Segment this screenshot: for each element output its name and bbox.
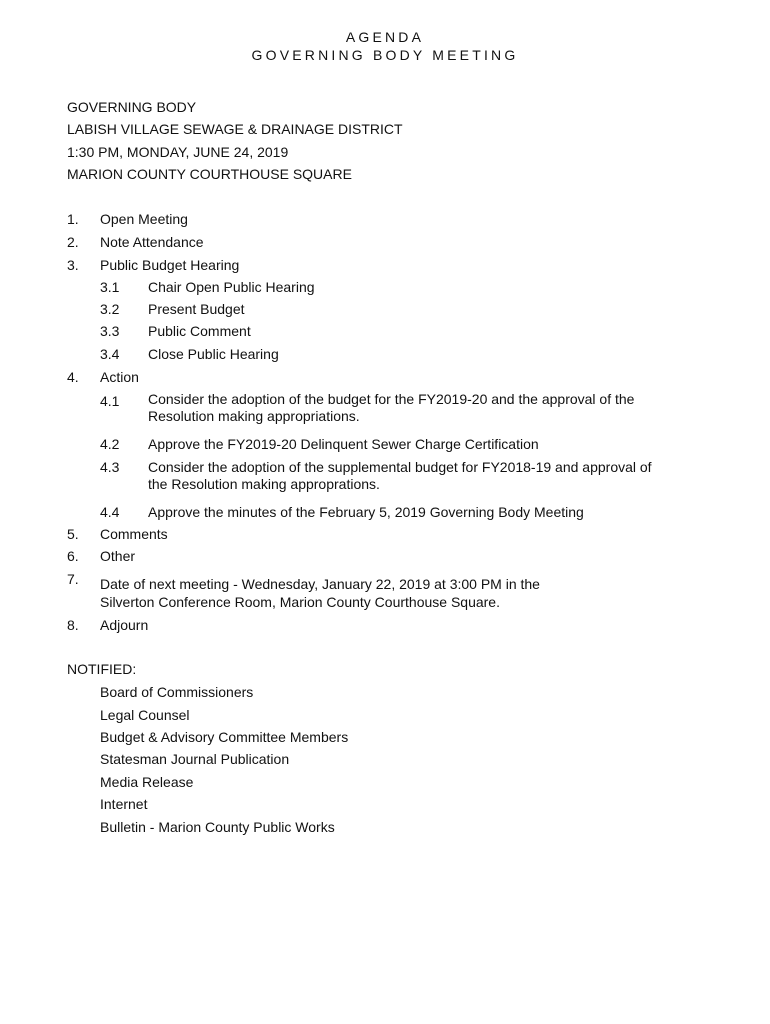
agenda-item-text: Comments: [100, 526, 168, 542]
notified-item: Bulletin - Marion County Public Works: [100, 819, 335, 835]
subitem-number: 4.4: [100, 504, 120, 520]
agenda-item-number: 4.: [67, 369, 79, 385]
subitem-number: 3.4: [100, 346, 120, 362]
subitem-text: Approve the minutes of the February 5, 2019 Governing Body Meeting: [148, 504, 584, 520]
notified-item: Media Release: [100, 774, 194, 790]
header-body: GOVERNING BODY: [67, 99, 197, 115]
agenda-item-number: 5.: [67, 526, 79, 542]
notified-item: Legal Counsel: [100, 707, 190, 723]
notified-item: Internet: [100, 796, 148, 812]
subitem-text: Consider the adoption of the budget for the FY2019-20 and the approval of the: [148, 391, 635, 407]
agenda-item-text: Other: [100, 548, 136, 564]
agenda-item-text: Open Meeting: [100, 211, 188, 227]
notified-item: Statesman Journal Publication: [100, 751, 290, 767]
subitem-number: 3.3: [100, 323, 120, 339]
subitem-text-continued: the Resolution making approprations.: [148, 476, 380, 492]
agenda-item-number: 8.: [67, 617, 79, 633]
agenda-item-number: 2.: [67, 234, 79, 250]
subitem-number: 3.1: [100, 279, 120, 295]
subitem-number: 4.1: [100, 393, 120, 409]
agenda-item-text: Adjourn: [100, 617, 149, 633]
header-location: MARION COUNTY COURTHOUSE SQUARE: [67, 166, 352, 182]
subitem-text-continued: Resolution making appropriations.: [148, 408, 360, 424]
agenda-item-number: 3.: [67, 257, 79, 273]
subitem-text: Chair Open Public Hearing: [148, 279, 315, 295]
agenda-item-number: 6.: [67, 548, 79, 564]
agenda-item-number: 7.: [67, 571, 79, 587]
subitem-text: Close Public Hearing: [148, 346, 279, 362]
notified-item: Board of Commissioners: [100, 684, 254, 700]
agenda-item-number: 1.: [67, 211, 79, 227]
subitem-text: Approve the FY2019-20 Delinquent Sewer Charge Certification: [148, 436, 539, 452]
agenda-item-text: Date of next meeting - Wednesday, January 22, 2019 at 3:00 PM in the: [100, 576, 540, 592]
subitem-text: Consider the adoption of the supplemental budget for FY2018-19 and approval of: [148, 459, 652, 475]
subitem-number: 3.2: [100, 301, 120, 317]
notified-item: Budget & Advisory Committee Members: [100, 729, 349, 745]
header-datetime: 1:30 PM, MONDAY, JUNE 24, 2019: [67, 144, 289, 160]
subitem-text: Public Comment: [148, 323, 251, 339]
agenda-item-text: Public Budget Hearing: [100, 257, 240, 273]
header-district: LABISH VILLAGE SEWAGE & DRAINAGE DISTRICT: [67, 121, 403, 137]
subitem-number: 4.2: [100, 436, 120, 452]
notified-heading: NOTIFIED:: [67, 661, 137, 677]
agenda-item-text: Action: [100, 369, 139, 385]
document-subtitle: GOVERNING BODY MEETING: [251, 47, 519, 63]
agenda-item-text-continued: Silverton Conference Room, Marion County Courthouse Square.: [100, 594, 500, 610]
subitem-number: 4.3: [100, 459, 120, 475]
agenda-item-text: Note Attendance: [100, 234, 204, 250]
subitem-text: Present Budget: [148, 301, 245, 317]
document-title: AGENDA: [345, 29, 425, 45]
